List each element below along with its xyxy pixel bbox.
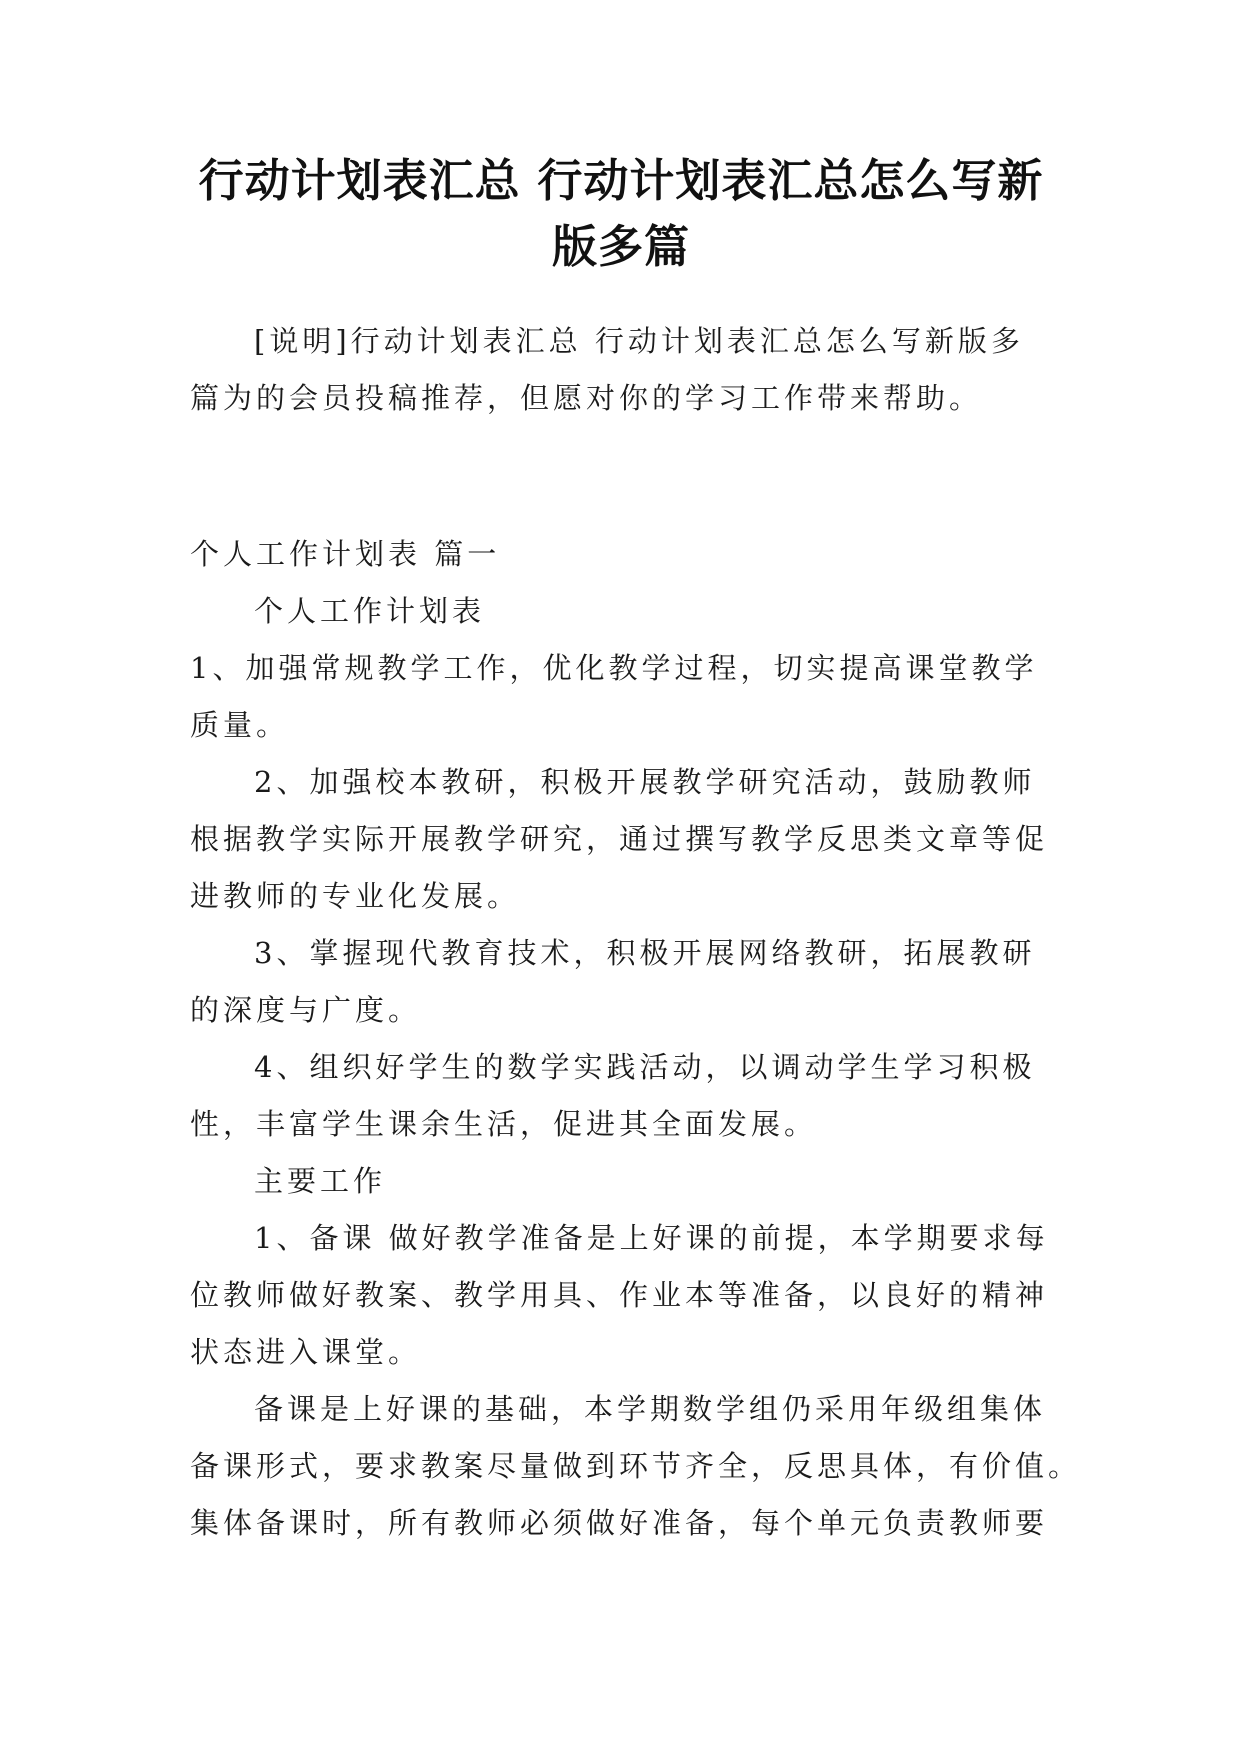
intro-line-1: [说明]行动计划表汇总 行动计划表汇总怎么写新版多 [254, 324, 1024, 358]
subheading-text: 个人工作计划表 [254, 594, 486, 628]
document-title [186, 148, 1056, 280]
item-1-line-2: 质量。 [190, 708, 290, 742]
work-1-line-3: 状态进入课堂。 [190, 1335, 422, 1369]
prep-line-1: 备课是上好课的基础，本学期数学组仍采用年级组集体 [254, 1392, 1047, 1426]
work-1-line-2: 位教师做好教案、教学用具、作业本等准备，以良好的精神 [190, 1278, 1049, 1312]
intro-paragraph [190, 313, 1050, 427]
item-2-line-2: 根据教学实际开展教学研究，通过撰写教学反思类文章等促 [190, 822, 1049, 856]
prep-line-3: 集体备课时，所有教师必须做好准备，每个单元负责教师要 [190, 1506, 1049, 1540]
prep-paragraph [190, 1381, 1082, 1552]
item-4-line-2: 性，丰富学生课余生活，促进其全面发展。 [190, 1107, 818, 1141]
item-3-paragraph [190, 925, 1050, 1039]
item-4-line-1: 4、组织好学生的数学实践活动，以调动学生学习积极 [254, 1050, 1036, 1084]
main-work-heading-text: 主要工作 [254, 1164, 387, 1198]
prep-line-2: 备课形式，要求教案尽量做到环节齐全，反思具体，有价值。 [190, 1449, 1082, 1483]
item-1-paragraph [190, 640, 1050, 754]
section-heading-text: 个人工作计划表 篇一 [190, 537, 501, 571]
item-4-paragraph [190, 1039, 1050, 1153]
work-1-line-1: 1、备课 做好教学准备是上好课的前提，本学期要求每 [254, 1221, 1049, 1255]
main-work-heading [190, 1153, 1050, 1210]
intro-line-2: 篇为的会员投稿推荐，但愿对你的学习工作带来帮助。 [190, 381, 983, 415]
subheading [190, 583, 1050, 640]
item-2-paragraph [190, 754, 1050, 925]
section-heading [190, 526, 1050, 583]
item-2-line-3: 进教师的专业化发展。 [190, 879, 521, 913]
item-1-line-1: 1、加强常规教学工作，优化教学过程，切实提高课堂教学 [190, 651, 1038, 685]
item-2-line-1: 2、加强校本教研，积极开展教学研究活动，鼓励教师 [254, 765, 1036, 799]
item-3-line-1: 3、掌握现代教育技术，积极开展网络教研，拓展教研 [254, 936, 1036, 970]
title-line-2: 版多篇 [551, 220, 690, 273]
title-line-1: 行动计划表汇总 行动计划表汇总怎么写新 [198, 154, 1044, 207]
work-1-paragraph [190, 1210, 1050, 1381]
item-3-line-2: 的深度与广度。 [190, 993, 422, 1027]
